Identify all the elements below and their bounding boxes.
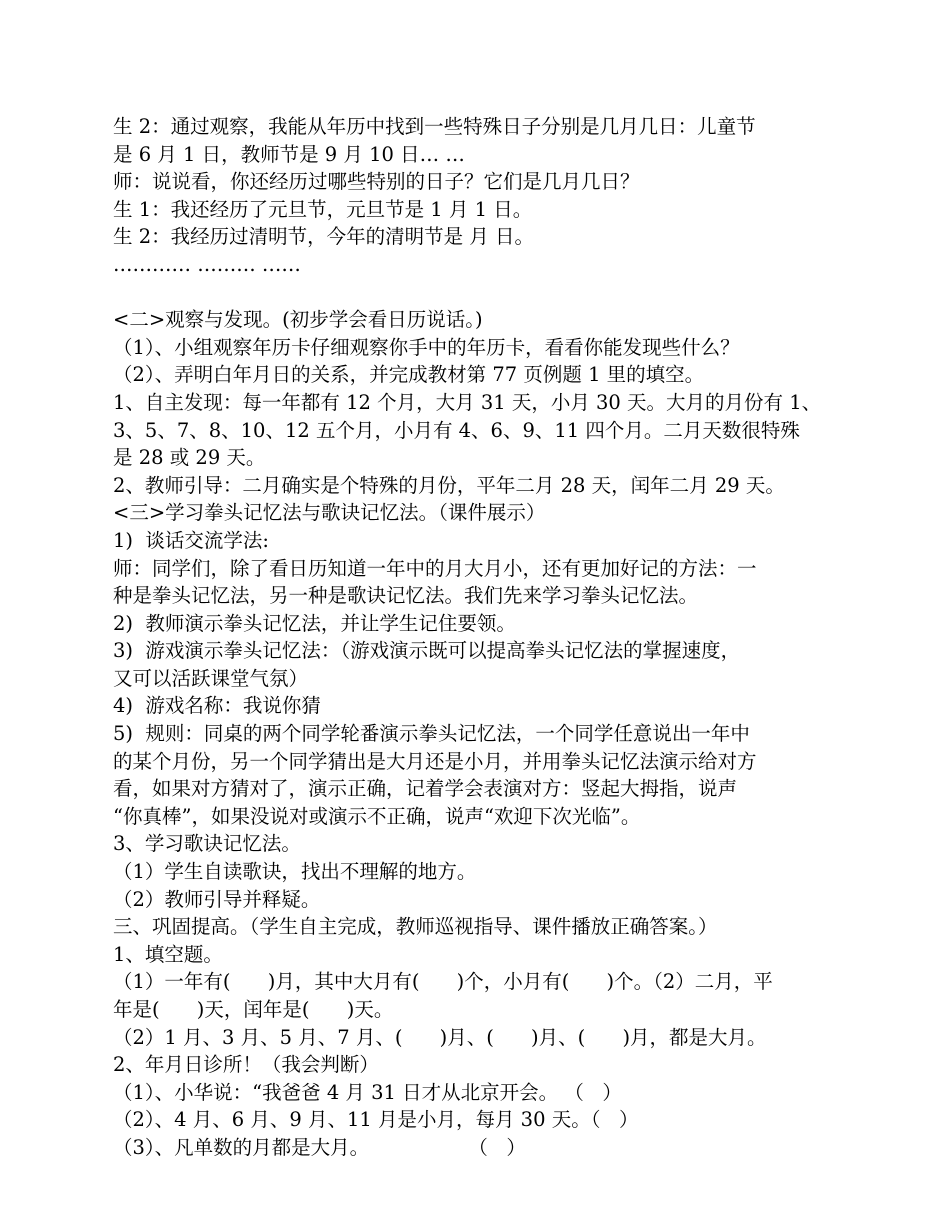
text-line: 是 6 月 1 日，教师节是 9 月 10 日… … [113, 142, 465, 166]
text-line: 3) 游戏演示拳头记忆法：（游戏演示既可以提高拳头记忆法的掌握速度， [113, 639, 741, 663]
document-page [113, 113, 843, 1162]
text-line: 4) 游戏名称：我说你猜 [113, 694, 321, 718]
text-line: （1）、小华说：“我爸爸 4 月 31 日才从北京开会。 （ ） [113, 1080, 622, 1104]
text-line: 师：同学们，除了看日历知道一年中的月大月小，还有更加好记的方法：一 [113, 556, 757, 580]
text-line: 年是( )天，闰年是( )天。 [113, 998, 394, 1021]
text-line: 师：说说看，你还经历过哪些特别的日子？它们是几月几日？ [113, 170, 640, 194]
text-line: 的某个月份，另一个同学猜出是大月还是小月，并用拳头记忆法演示给对方 [113, 749, 757, 773]
section-heading: <三>学习拳头记忆法与歌诀记忆法。（课件展示） [113, 501, 546, 525]
text-line: （1）、小组观察年历卡仔细观察你手中的年历卡，看看你能发现些什么？ [113, 335, 740, 359]
section-heading: <二>观察与发现。(初步学会看日历说话。) [113, 308, 483, 332]
text-line: 又可以活跃课堂气氛） [113, 666, 309, 690]
text-line: 3、5、7、8、10、12 五个月，小月有 4、6、9、11 四个月。二月天数很特殊 [113, 418, 800, 442]
text-line: 生 2：我经历过清明节，今年的清明节是 月 日。 [113, 225, 535, 249]
text-line: 生 1：我还经历了元旦节，元旦节是 1 月 1 日。 [113, 197, 533, 221]
text-line: 2) 教师演示拳头记忆法，并让学生记住要领。 [113, 611, 516, 635]
blank-line [113, 279, 843, 307]
text-line: 2、教师引导：二月确实是个特殊的月份，平年二月 28 天，闰年二月 29 天。 [113, 473, 785, 497]
text-line: 2、年月日诊所！（我会判断） [113, 1053, 379, 1077]
text-line: （2）教师引导并释疑。 [113, 887, 321, 911]
text-line: ………… ……… …… [113, 252, 301, 276]
text-line: 看，如果对方猜对了，演示正确，记着学会表演对方：竖起大拇指，说声 [113, 777, 738, 801]
text-line: （3）、凡单数的月都是大月。 （ ） [113, 1135, 526, 1159]
text-line: 1、自主发现：每一年都有 12 个月，大月 31 天，小月 30 天。大月的月份有 1、 [113, 390, 822, 414]
text-line: （2）、弄明白年月日的关系，并完成教材第 77 页例题 1 里的填空。 [113, 363, 705, 387]
section-heading: 三、巩固提高。（学生自主完成，教师巡视指导、课件播放正确答案。） [113, 915, 718, 939]
text-line: （2）、4 月、6 月、9 月、11 月是小月，每月 30 天。（ ） [113, 1108, 639, 1132]
text-line: （2）1 月、3 月、5 月、7 月、( )月、( )月、( )月，都是大月。 [113, 1025, 767, 1049]
text-line: （1）学生自读歌诀，找出不理解的地方。 [113, 860, 477, 884]
text-line: 5) 规则：同桌的两个同学轮番演示拳头记忆法，一个同学任意说出一年中 [113, 722, 750, 746]
text-line: 1) 谈话交流学法: [113, 528, 269, 552]
text-line: 3、学习歌诀记忆法。 [113, 832, 301, 856]
text-line: “你真棒”，如果没说对或演示不正确，说声“欢迎下次光临”。 [113, 804, 641, 828]
text-line: （1）一年有( )月，其中大月有( )个，小月有( )个。（2）二月，平 [113, 970, 773, 994]
text-line: 生 2：通过观察，我能从年历中找到一些特殊日子分别是几月几日：儿童节 [113, 115, 756, 138]
text-line: 是 28 或 29 天。 [113, 446, 266, 470]
text-line: 1、填空题。 [113, 942, 223, 966]
text-line: 种是拳头记忆法，另一种是歌诀记忆法。我们先来学习拳头记忆法。 [113, 584, 699, 608]
